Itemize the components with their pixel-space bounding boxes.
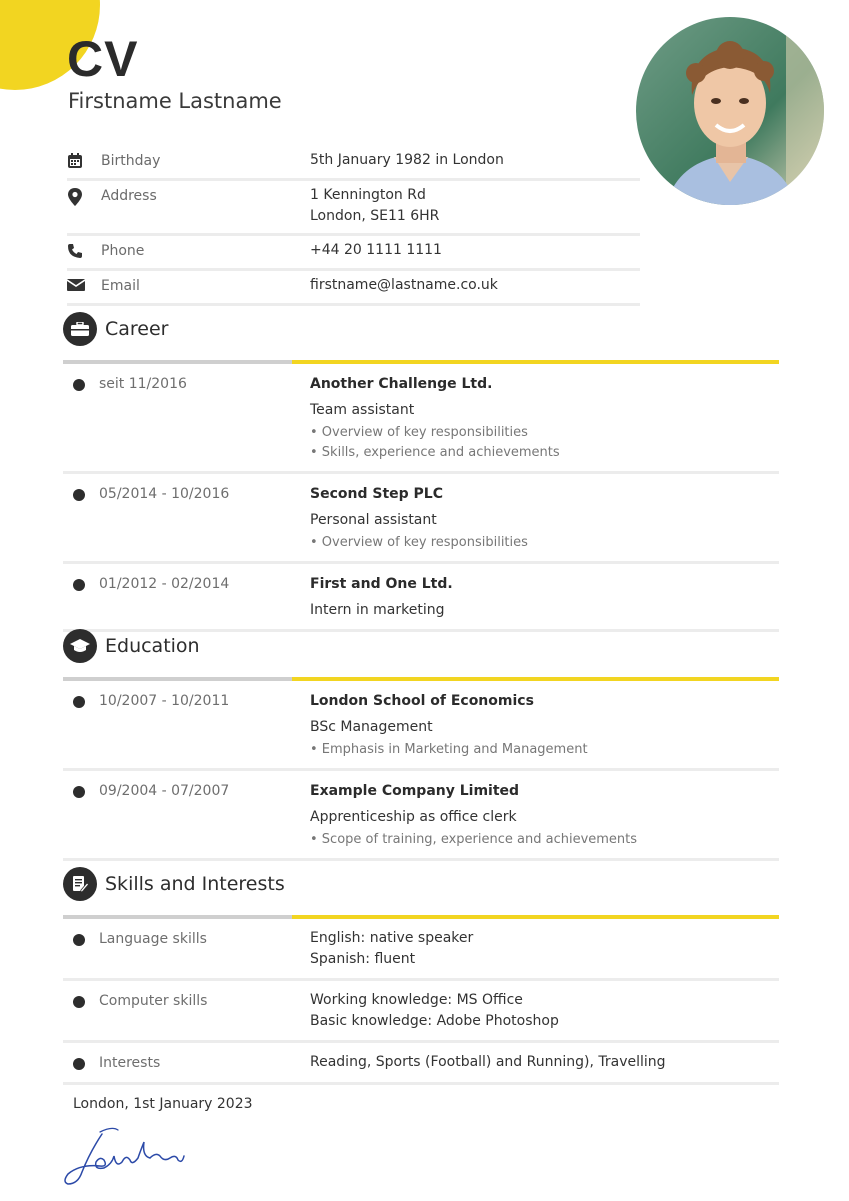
skills-section xyxy=(63,866,779,1085)
education-entry xyxy=(63,681,779,771)
skill-value: Working knowledge: MS Office Basic knowledge: Adobe Photoshop xyxy=(310,992,559,1029)
skill-label: Language skills xyxy=(99,931,207,947)
briefcase-icon xyxy=(63,312,97,346)
skill-entry xyxy=(63,919,779,981)
section-divider xyxy=(63,677,779,681)
entry-date: 10/2007 - 10/2011 xyxy=(99,693,230,709)
entry-date: 01/2012 - 02/2014 xyxy=(99,576,230,592)
entry-date: seit 11/2016 xyxy=(99,376,187,392)
bullet-dot xyxy=(73,696,85,708)
skill-entry xyxy=(63,1043,779,1085)
skill-value: English: native speaker Spanish: fluent xyxy=(310,930,474,967)
entry-bullet: • Overview of key responsibilities xyxy=(310,535,528,550)
entry-organization: Example Company Limited xyxy=(310,783,520,799)
section-header xyxy=(63,628,779,664)
notepad-pencil-icon xyxy=(63,867,97,901)
section-title: Career xyxy=(105,318,169,340)
entry-date: 05/2014 - 10/2016 xyxy=(99,486,230,502)
section-header xyxy=(63,866,779,902)
entry-bullet: • Emphasis in Marketing and Management xyxy=(310,742,588,757)
bullet-dot xyxy=(73,489,85,501)
entry-role: BSc Management xyxy=(310,719,433,735)
bullet-dot xyxy=(73,379,85,391)
info-row-email xyxy=(67,271,640,306)
personal-info xyxy=(67,146,640,306)
entry-organization: First and One Ltd. xyxy=(310,576,453,592)
cv-title: CV xyxy=(67,31,139,87)
bullet-dot xyxy=(73,996,85,1008)
entry-date: 09/2004 - 07/2007 xyxy=(99,783,230,799)
career-entry xyxy=(63,364,779,474)
entry-role: Intern in marketing xyxy=(310,602,445,618)
entry-bullet: • Overview of key responsibilities xyxy=(310,425,528,440)
bullet-dot xyxy=(73,1058,85,1070)
section-header xyxy=(63,311,779,347)
section-title: Skills and Interests xyxy=(105,873,285,895)
section-divider xyxy=(63,915,779,919)
skill-label: Interests xyxy=(99,1055,161,1071)
entry-bullet: • Scope of training, experience and achievements xyxy=(310,832,638,847)
info-value: 1 Kennington Rd London, SE11 6HR xyxy=(310,187,440,224)
career-entry xyxy=(63,474,779,564)
phone-icon xyxy=(67,240,101,262)
skill-label: Computer skills xyxy=(99,993,208,1009)
calendar-icon xyxy=(67,150,101,172)
bullet-dot xyxy=(73,786,85,798)
bullet-dot xyxy=(73,934,85,946)
entry-role: Personal assistant xyxy=(310,512,437,528)
info-row-birthday xyxy=(67,146,640,181)
bullet-dot xyxy=(73,579,85,591)
applicant-name: Firstname Lastname xyxy=(68,89,282,113)
entry-organization: London School of Economics xyxy=(310,693,534,709)
career-entry xyxy=(63,564,779,632)
entry-organization: Another Challenge Ltd. xyxy=(310,376,493,392)
entry-role: Apprenticeship as office clerk xyxy=(310,809,517,825)
info-value: +44 20 1111 1111 xyxy=(310,242,442,258)
info-value: firstname@lastname.co.uk xyxy=(310,277,498,293)
section-title: Education xyxy=(105,635,200,657)
entry-role: Team assistant xyxy=(310,402,415,418)
section-divider xyxy=(63,360,779,364)
info-label: Phone xyxy=(101,243,145,259)
entry-bullet: • Skills, experience and achievements xyxy=(310,445,560,460)
handwritten-signature xyxy=(60,1122,200,1196)
info-row-address xyxy=(67,181,640,236)
skill-value: Reading, Sports (Football) and Running), Travelling xyxy=(310,1054,666,1070)
info-value: 5th January 1982 in London xyxy=(310,152,504,168)
info-label: Address xyxy=(101,188,157,204)
info-row-phone xyxy=(67,236,640,271)
education-entry xyxy=(63,771,779,861)
education-section xyxy=(63,628,779,861)
place-and-date: London, 1st January 2023 xyxy=(73,1096,253,1112)
profile-photo xyxy=(636,17,824,205)
graduation-cap-icon xyxy=(63,629,97,663)
skill-entry xyxy=(63,981,779,1043)
info-label: Birthday xyxy=(101,153,161,169)
career-section xyxy=(63,311,779,632)
info-label: Email xyxy=(101,278,140,294)
location-pin-icon xyxy=(67,185,101,227)
entry-organization: Second Step PLC xyxy=(310,486,443,502)
envelope-icon xyxy=(67,275,101,297)
